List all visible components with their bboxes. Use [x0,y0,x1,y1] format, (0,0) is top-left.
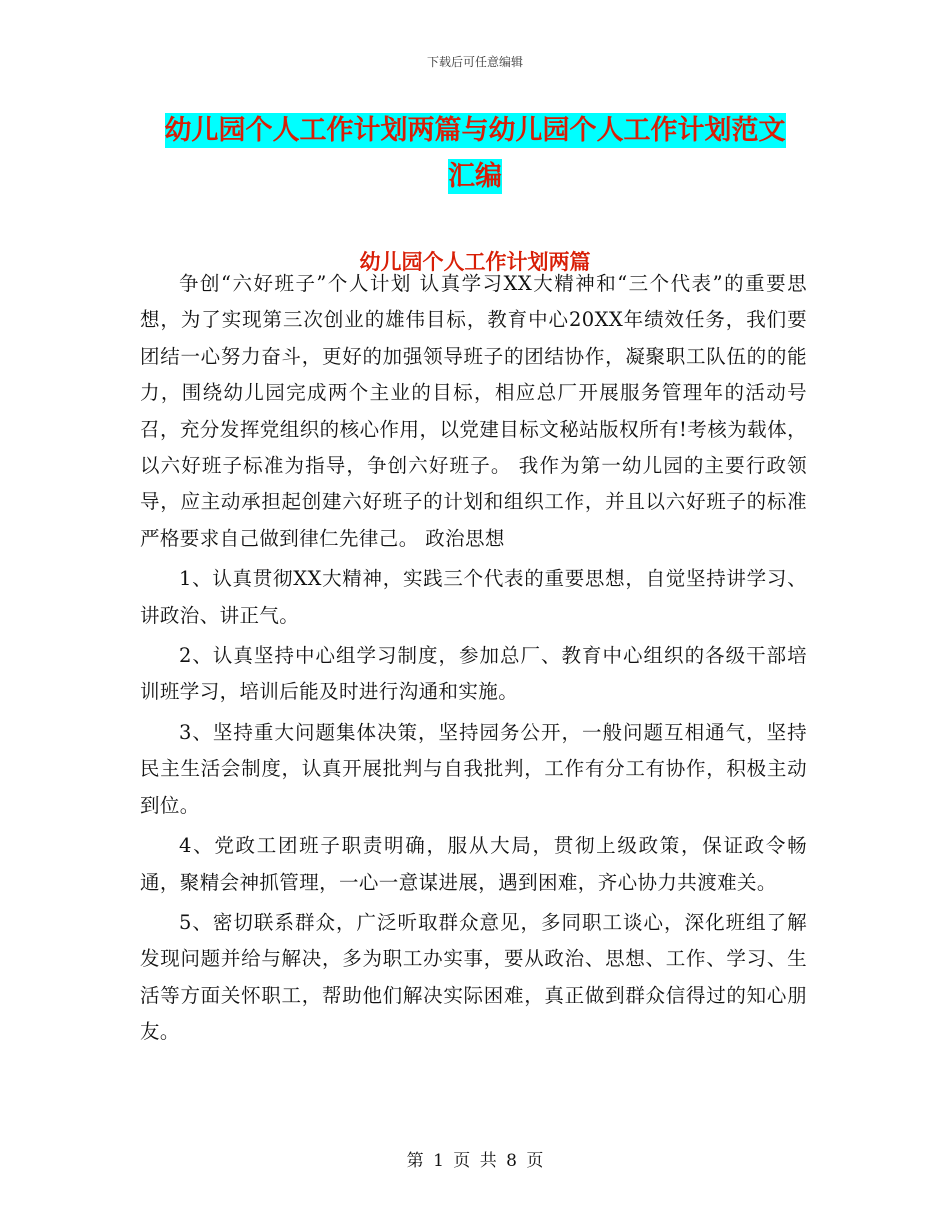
paragraph-intro: 争创“六好班子”个人计划 认真学习XX大精神和“三个代表”的重要思想，为了实现第三次创业的雄伟目标，教育中心20XX年绩效任务，我们要团结一心努力奋斗，更好的加强领导班子的团结协作，凝聚职工队伍的的能力，围绕幼儿园完成两个主业的目标，相应总厂开展服务管理年的活动号召，充分发挥党组织的核心作用，以党建目标文秘站版权所有!考核为载体，以六好班子标准为指导，争创六好班子。 我作为第一幼儿园的主要行政领导，应主动承担起创建六好班子的计划和组织工作，并且以六好班子的标准严格要求自己做到律仁先律己。 政治思想 [140,272,807,550]
page-header-note: 下载后可任意编辑 [426,55,523,69]
document-title [140,108,810,200]
page-number-footer: 第 1 页 共 8 页 [406,1151,544,1171]
paragraph-item-4: 4、党政工团班子职责明确，服从大局，贯彻上级政策，保证政令畅通，聚精会神抓管理，一心一意谋进展，遇到困难，齐心协力共渡难关。 [140,834,807,894]
paragraph-item-2: 2、认真坚持中心组学习制度，参加总厂、教育中心组织的各级干部培训班学习，培训后能及时进行沟通和实施。 [140,644,807,704]
document-title-line2: 汇编 [448,161,502,192]
document-body [140,266,807,1055]
section-title: 幼儿园个人工作计划两篇 [359,250,591,274]
paragraph-item-1: 1、认真贯彻XX大精神，实践三个代表的重要思想，自觉坚持讲学习、讲政治、讲正气。 [140,567,807,627]
paragraph-item-3: 3、坚持重大问题集体决策，坚持园务公开，一般问题互相通气，坚持民主生活会制度，认真开展批判与自我批判，工作有分工有协作，积极主动到位。 [140,720,807,817]
document-title-line1: 幼儿园个人工作计划两篇与幼儿园个人工作计划范文 [164,115,786,146]
paragraph-item-5: 5、密切联系群众，广泛听取群众意见，多同职工谈心，深化班组了解发现问题并给与解决，多为职工办实事，要从政治、思想、工作、学习、生活等方面关怀职工，帮助他们解决实际困难，真正做到群众信得过的知心朋友。 [140,910,807,1044]
